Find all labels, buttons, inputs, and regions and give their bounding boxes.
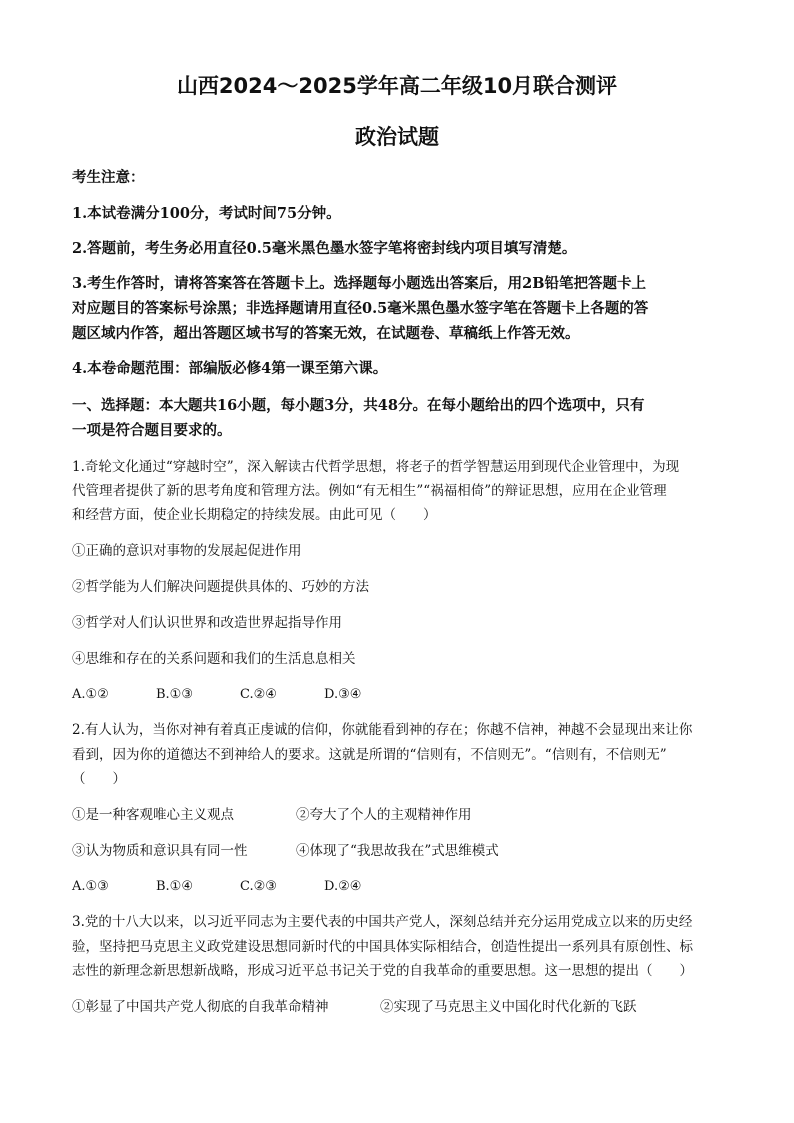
section-heading-line-2: 一项是符合题目要求的。 [72, 422, 232, 439]
q2-choice-a[interactable]: A.①③ [72, 879, 109, 894]
q3-statement-2: ②实现了马克思主义中国化时代化新的飞跃 [380, 999, 637, 1015]
q2-statement-1: ①是一种客观唯心主义观点 [72, 807, 234, 823]
notice-item-2: 2.答题前，考生务必用直径0.5毫米黑色墨水签字笔将密封线内项目填写清楚。 [72, 240, 577, 257]
exam-title: 山西2024～2025学年高二年级10月联合测评 [176, 74, 618, 98]
q2-choice-b[interactable]: B.①④ [156, 879, 193, 894]
q1-choice-b[interactable]: B.①③ [156, 687, 193, 702]
q1-statement-2: ②哲学能为人们解决问题提供具体的、巧妙的方法 [72, 579, 369, 595]
q2-stem-line-2: 看到，因为你的道德达不到神给人的要求。这就是所谓的“信则有，不信则无”。“信则有，不信则无” [72, 747, 667, 763]
notice-item-3-line-1: 3.考生作答时，请将答案答在答题卡上。选择题每小题选出答案后，用2B铅笔把答题卡上 [72, 275, 646, 292]
q3-stem-line-1: 3.党的十八大以来，以习近平同志为主要代表的中国共产党人，深刻总结并充分运用党成立以来的历史经 [72, 914, 693, 930]
exam-subtitle: 政治试题 [355, 125, 439, 149]
q3-stem-line-2: 验，坚持把马克思主义政党建设思想同新时代的中国具体实际相结合，创造性提出一系列具有原创性、标 [72, 939, 693, 955]
q1-statement-4: ④思维和存在的关系问题和我们的生活息息相关 [72, 651, 356, 667]
q3-statement-1: ①彰显了中国共产党人彻底的自我革命精神 [72, 999, 329, 1015]
section-heading-line-1: 一、选择题：本大题共16小题，每小题3分，共48分。在每小题给出的四个选项中，只有 [72, 397, 645, 414]
q2-statement-3: ③认为物质和意识具有同一性 [72, 843, 248, 859]
q3-stem-line-3: 志性的新理念新思想新战略，形成习近平总书记关于党的自我革命的重要思想。这一思想的提出（ ） [72, 963, 693, 979]
q1-choice-c[interactable]: C.②④ [240, 687, 277, 702]
notice-heading: 考生注意： [72, 169, 145, 186]
notice-item-1: 1.本试卷满分100分，考试时间75分钟。 [72, 205, 341, 222]
q1-stem-line-2: 代管理者提供了新的思考角度和管理方法。例如“有无相生”“祸福相倚”的辩证思想，应用在企业管理 [72, 483, 667, 499]
q2-stem-line-1: 2.有人认为，当你对神有着真正虔诚的信仰，你就能看到神的存在；你越不信神，神越不会显现出来让你 [72, 722, 693, 738]
q2-statement-2: ②夸大了个人的主观精神作用 [296, 807, 472, 823]
q1-statement-1: ①正确的意识对事物的发展起促进作用 [72, 543, 302, 559]
q1-choice-d[interactable]: D.③④ [324, 687, 362, 702]
q2-choice-c[interactable]: C.②③ [240, 879, 277, 894]
notice-item-3-line-3: 题区域内作答，超出答题区域书写的答案无效，在试题卷、草稿纸上作答无效。 [72, 325, 580, 342]
q1-stem-line-3: 和经营方面，使企业长期稳定的持续发展。由此可见（ ） [72, 507, 437, 523]
q2-stem-line-3: （ ） [72, 771, 126, 787]
q1-stem-line-1: 1.奇轮文化通过“穿越时空”，深入解读古代哲学思想，将老子的哲学智慧运用到现代企业管理中，为现 [72, 459, 680, 475]
notice-item-3-line-2: 对应题目的答案标号涂黑；非选择题请用直径0.5毫米黑色墨水签字笔在答题卡上各题的答 [72, 300, 649, 317]
notice-item-4: 4.本卷命题范围：部编版必修4第一课至第六课。 [72, 360, 388, 377]
q1-statement-3: ③哲学对人们认识世界和改造世界起指导作用 [72, 615, 342, 631]
q1-choice-a[interactable]: A.①② [72, 687, 109, 702]
q2-choice-d[interactable]: D.②④ [324, 879, 362, 894]
q2-statement-4: ④体现了“我思故我在”式思维模式 [296, 843, 499, 859]
